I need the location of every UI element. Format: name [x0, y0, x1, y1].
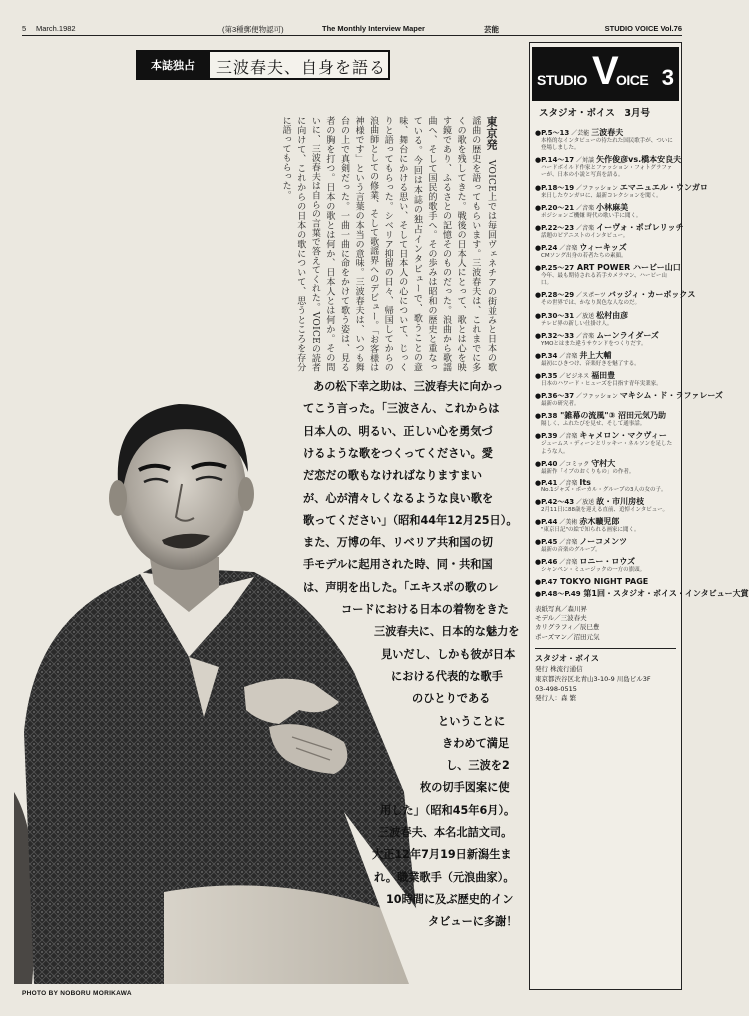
toc-title: 第1回・スタジオ・ボイス・インタビュー大賞 [583, 588, 749, 598]
magazine-name: The Monthly Interview Maper [322, 24, 425, 33]
toc-title: 三波春夫 [591, 128, 624, 137]
toc-title: マキシム・ド・ラファレーズ [619, 391, 723, 401]
toc-item [535, 182, 708, 200]
toc-item [535, 242, 676, 260]
toc-page: ●P.34 [535, 351, 558, 360]
toc-title: 松村由彦 [596, 310, 629, 320]
toc-line [535, 556, 676, 567]
logo-issue-number: 3 [661, 65, 674, 90]
toc-item [535, 588, 749, 599]
toc-page: ●P.48〜P.49 [535, 589, 581, 598]
toc-page: ●P.44 [535, 518, 558, 527]
toc-title: "雑幕の流風"③ 沼田元気乃助 [560, 411, 667, 421]
toc-description: 最初にひきつけ、音楽好きを魅了する。 [541, 360, 640, 367]
toc-description: 日本のハワード・ヒューズを目指す青年実業家。 [541, 380, 662, 387]
volume-label: STUDIO VOICE Vol.76 [604, 24, 682, 33]
toc-category: ／芸能 [571, 130, 590, 137]
quote-line: 見いだし、しかも彼が日本 [381, 647, 516, 661]
toc-description: YMOとはまた違うサウンドをつくりだす。 [541, 340, 647, 347]
quote-line: だ恋だの歌もなければなりますまい [303, 469, 483, 483]
toc-line [535, 370, 676, 381]
quote-line: 手モデルに起用された時、同・共和国 [303, 558, 493, 572]
toc-line [535, 458, 676, 469]
quote-line: 用した」（昭和45年6月）。 [380, 803, 516, 817]
toc-page: ●P.35 [535, 371, 558, 380]
toc-item [535, 370, 676, 388]
exclusive-tag: 本誌独占 [136, 50, 210, 80]
toc-category: ／音楽 [559, 352, 578, 360]
toc-line [535, 262, 681, 273]
toc-item [535, 390, 723, 408]
toc-title: ロニー・ロウズ [579, 557, 636, 567]
logo-word-oice: OICE [616, 72, 649, 88]
toc-item [535, 222, 684, 240]
toc-page: ●P.14〜17 [535, 156, 575, 165]
toc-description: 最新の研究者。 [541, 401, 580, 408]
toc-line [535, 330, 676, 341]
quote-line: また、万博の年、リベリア共和国の切 [303, 536, 493, 550]
toc-title: Its [579, 477, 591, 487]
quote-line: あの松下幸之助は、三波春夫に向かっ [313, 380, 504, 393]
toc-page: ●P.40 [535, 459, 558, 468]
toc-line [535, 577, 676, 586]
toc-item [535, 430, 676, 455]
toc-page: ●P.47 [535, 577, 558, 586]
toc-category: ／音楽 [559, 244, 578, 252]
toc-item [535, 496, 676, 514]
toc-item [535, 154, 682, 179]
quote-line: 日本人の、明るい、正しい心を勇気づ [303, 424, 493, 438]
quote-line: 大正12年7月19日新潟生ま [372, 848, 512, 862]
toc-description: テレビ界の新しい仕掛け人。 [541, 320, 613, 327]
toc-description: CMソング出身の若者たちの素顔。 [541, 252, 627, 259]
quote-line: 10時間に及ぶ歴史的イン [386, 892, 514, 906]
toc-description: 最新の音楽のグループ。 [541, 547, 601, 554]
credit-line: モデル／三波春夫 [535, 613, 587, 622]
toc-category: ／放送 [576, 498, 595, 506]
toc-category: ／スポーツ [576, 292, 606, 300]
article-title: 三波春夫、自身を語る [216, 58, 387, 77]
toc-line [535, 478, 676, 487]
toc-item [535, 350, 676, 368]
quote-line: てこう言った。「三波さん、これからは [303, 402, 500, 416]
toc-category: ／音楽 [559, 479, 578, 487]
toc-description: 今年、最も期待される若手カメラマン、ハービー山口。 [541, 273, 667, 287]
toc-line [535, 222, 684, 233]
toc-page: ●P.32〜33 [535, 331, 575, 340]
toc-category: ／音楽 [559, 433, 578, 441]
toc-page: ●P.22〜23 [535, 223, 575, 232]
cover-credits [535, 605, 676, 643]
toc-title: 矢作俊彦vs.橋本安良夫 [596, 155, 682, 165]
toc-line [535, 430, 676, 441]
toc-category: ／音楽 [559, 539, 578, 547]
toc-line [535, 154, 682, 165]
toc-description: ハードボイルド作家とファッション・フォトグラファーが、日本の小説と写真を語る。 [541, 165, 673, 179]
toc-description: 最新作「イブのおくりもの」の作者。 [541, 468, 635, 475]
toc-title: TOKYO NIGHT PAGE [560, 576, 649, 586]
toc-category: ／対談 [576, 157, 595, 165]
toc-title: イーヴォ・ポゴレリッチ [596, 222, 684, 232]
toc-line [535, 536, 676, 547]
toc-page: ●P.18〜19 [535, 183, 575, 192]
toc-description: 2月11日に88歳を迎える直前、追悼インタビュー。 [541, 506, 669, 513]
quote-line: ということに [438, 714, 506, 728]
toc-category: ／ビジネス [559, 372, 590, 380]
toc-line [535, 390, 723, 401]
title-banner [151, 50, 390, 80]
article-dateline: 東京発 [485, 116, 498, 151]
toc-line [535, 202, 676, 213]
toc-category: ／放送 [576, 312, 595, 320]
toc-page: ●P.20〜21 [535, 203, 575, 212]
quote-line: タビューに多謝！ [428, 915, 518, 929]
credit-line: カリグラフィ／辰巳豊 [535, 623, 600, 632]
toc-item [535, 289, 696, 307]
quote-line: れ。職業歌手（元浪曲家）。 [374, 870, 515, 884]
quote-line: し、三波を2 [446, 759, 510, 773]
publisher-name: スタジオ・ボイス [535, 654, 599, 664]
quote-line: きわめて満足 [442, 736, 510, 750]
toc-title: キャメロン・マクヴィー [579, 431, 667, 441]
toc-item [535, 330, 676, 348]
toc-category: ／美術 [559, 519, 578, 527]
toc-item [535, 410, 676, 428]
toc-line [535, 588, 749, 599]
photo-credit: PHOTO BY NOBORU MORIKAWA [22, 990, 132, 997]
toc-description: 来日したウンガロに、最新コレクションを聞く。 [541, 192, 662, 199]
credit-line: ポーズマン／沼田元気 [535, 632, 600, 641]
toc-description: ポジションご機嫌 時代の歌い手に聞く。 [541, 212, 642, 219]
toc-line [535, 182, 708, 193]
toc-description: 本格的なインタビューの待たれた国民歌手が、ついに登場しました。 [541, 138, 673, 152]
toc-title: 小林麻美 [596, 202, 629, 212]
issue-date: March.1982 [36, 24, 76, 33]
toc-page: ●P.36〜37 [535, 392, 575, 401]
toc-title: 守村大 [591, 458, 616, 468]
toc-page: ●P.46 [535, 558, 558, 567]
publisher-line: 東京都渋谷区北青山3-10-9 川島ビル3F [535, 674, 651, 683]
toc-page: ●P.30〜31 [535, 311, 575, 320]
toc-page: ●P.24 [535, 243, 558, 252]
toc-title: 故・市川房枝 [596, 496, 645, 506]
toc-line [535, 496, 676, 507]
toc-page: ●P.25〜27 [535, 264, 575, 273]
toc-page: ●P.39 [535, 432, 558, 441]
toc-description: No.1ジャズ・ボーカル・グループの3人の女の子。 [541, 486, 667, 493]
publisher-lines [535, 665, 676, 704]
article-paragraph: VOICE上では毎回ヴェネチアの街並みと日本の歌謡曲の歴史を語ってもらいます。三波春夫は、これまでに多くの歌を残してきた。戦後の日本人にとって、歌とは心を映す鏡であり、ふるさとの記憶そのものだった。浪曲から歌謡曲へ、そして国民的歌手へ。その歩みは昭和の歴史と重なっている。今回は本誌の独占インタビューで、歌うことの意味、舞台にかける思い、そして日本人の心について、じっくりと語ってもらった。シベリア抑留の日々、帰国してからの浪曲師としての修業、そして歌謡界へのデビュー。「お客様は神様です」という言葉の本当の意味。三波春夫は、いつも舞台の上で真剣だった。一曲一曲に命をかけて歌う姿は、見る者の胸を打つ。日本の歌とは何か、日本人とは何か。その問いに、三波春夫は自らの言葉で答えてくれた。VOICEの読者に向けて、これからの日本の歌について、思うところを存分に語ってもらった。 [280, 116, 496, 372]
toc-item [535, 536, 676, 554]
quote-line: は、声明を出した。「エキスポの歌のレ [303, 580, 499, 594]
toc-description: ジェームス・ディーンとリッキー・ネルソンを足したような人。 [541, 441, 673, 455]
credit-line: 表紙写真／森川昇 [535, 604, 587, 613]
toc-line [535, 242, 676, 253]
publisher-line: 発行人：森 繁 [535, 694, 577, 703]
publisher-info [535, 648, 676, 704]
toc-list [535, 127, 749, 599]
page-header [22, 22, 682, 36]
toc-line [535, 350, 676, 361]
quote-line: 三波春夫、本名北詰文司。 [378, 826, 513, 839]
toc-category: ／音楽 [576, 332, 595, 340]
toc-title: 井上大輔 [579, 350, 612, 360]
toc-line [535, 310, 676, 321]
toc-title: 福田豊 [591, 370, 616, 380]
quote-line: 歌ってください」（昭和44年12月25日）。 [303, 513, 518, 527]
article-body [22, 116, 500, 372]
toc-item [535, 478, 676, 494]
toc-line [535, 516, 676, 527]
toc-description: 隔しく、ふれたびを見せ、そして通事話。 [541, 421, 646, 428]
toc-title: ノーコメンツ [579, 537, 628, 547]
toc-page: ●P.41 [535, 478, 558, 487]
toc-title: ウィーキッズ [579, 242, 627, 252]
toc-category: ／ファッション [576, 184, 618, 192]
publisher-line: 発行 株流行通信 [535, 665, 583, 674]
toc-item [535, 310, 676, 328]
portrait-photo [14, 372, 434, 984]
toc-item [535, 127, 676, 152]
toc-category: ／音楽 [559, 559, 578, 567]
quote-line: における代表的な歌手 [391, 669, 503, 683]
quote-line: コードにおける日本の着物をきた [341, 603, 509, 616]
toc-page: ●P.28〜29 [535, 291, 575, 300]
toc-description: その世界では、かなり異色な人なのだ。 [541, 300, 641, 307]
toc-title: バッジィ・カーボックス [607, 290, 696, 300]
quote-line: けるような歌をつくってください。愛 [303, 446, 493, 460]
toc-description: 話題のピアニストのインタビュー。 [541, 232, 629, 239]
page-number: 5 [22, 24, 27, 33]
toc-line [535, 410, 676, 421]
sidebar-subtitle: スタジオ・ボイス 3月号 [539, 108, 651, 119]
toc-category: ／ファッション [576, 393, 618, 401]
toc-item [535, 577, 676, 586]
toc-item [535, 202, 676, 220]
toc-line [535, 289, 696, 300]
studio-voice-logo [532, 47, 679, 101]
toc-category: ／コミック [559, 460, 590, 468]
toc-title: 赤木曠児郎 [579, 517, 620, 527]
toc-title: ムーンライダーズ [596, 330, 659, 340]
toc-category: ／音楽 [576, 224, 595, 232]
toc-page: ●P.5〜13 [535, 129, 570, 137]
quote-line: が、心が清々しくなるような良い歌を [303, 491, 494, 505]
toc-item [535, 262, 681, 287]
quote-line: 枚の切手図案に使 [420, 781, 510, 795]
toc-page: ●P.42〜43 [535, 497, 575, 506]
toc-page: ●P.45 [535, 538, 558, 547]
table-of-contents-sidebar [529, 42, 749, 990]
toc-line [535, 127, 676, 138]
publisher-line: 03-498-0515 [535, 684, 577, 693]
article-text-block [22, 116, 500, 372]
toc-page: ●P.38 [535, 412, 558, 421]
quote-line: のひとりである [412, 692, 491, 706]
toc-item [535, 556, 676, 574]
quote-line: 三波春夫に、日本的な魅力を [374, 625, 520, 639]
toc-item [535, 516, 676, 534]
toc-title: エマニュエル・ウンガロ [619, 182, 708, 192]
toc-description: シャンペン・ミュージックの一方の旗頭。 [541, 567, 646, 574]
toc-category: ／音楽 [576, 204, 595, 212]
toc-title: ART POWER ハービー山口 [576, 263, 681, 273]
logo-letter-v: V [592, 49, 619, 93]
postal-permit: (第3種郵便物認可) [222, 25, 284, 34]
portrait-illustration [14, 372, 434, 984]
toc-description: "東京日記"の絵で知られる画家に聞く。 [541, 527, 640, 534]
section-genre: 芸能 [484, 25, 499, 34]
logo-word-studio: STUDIO [537, 72, 587, 88]
toc-item [535, 458, 676, 476]
